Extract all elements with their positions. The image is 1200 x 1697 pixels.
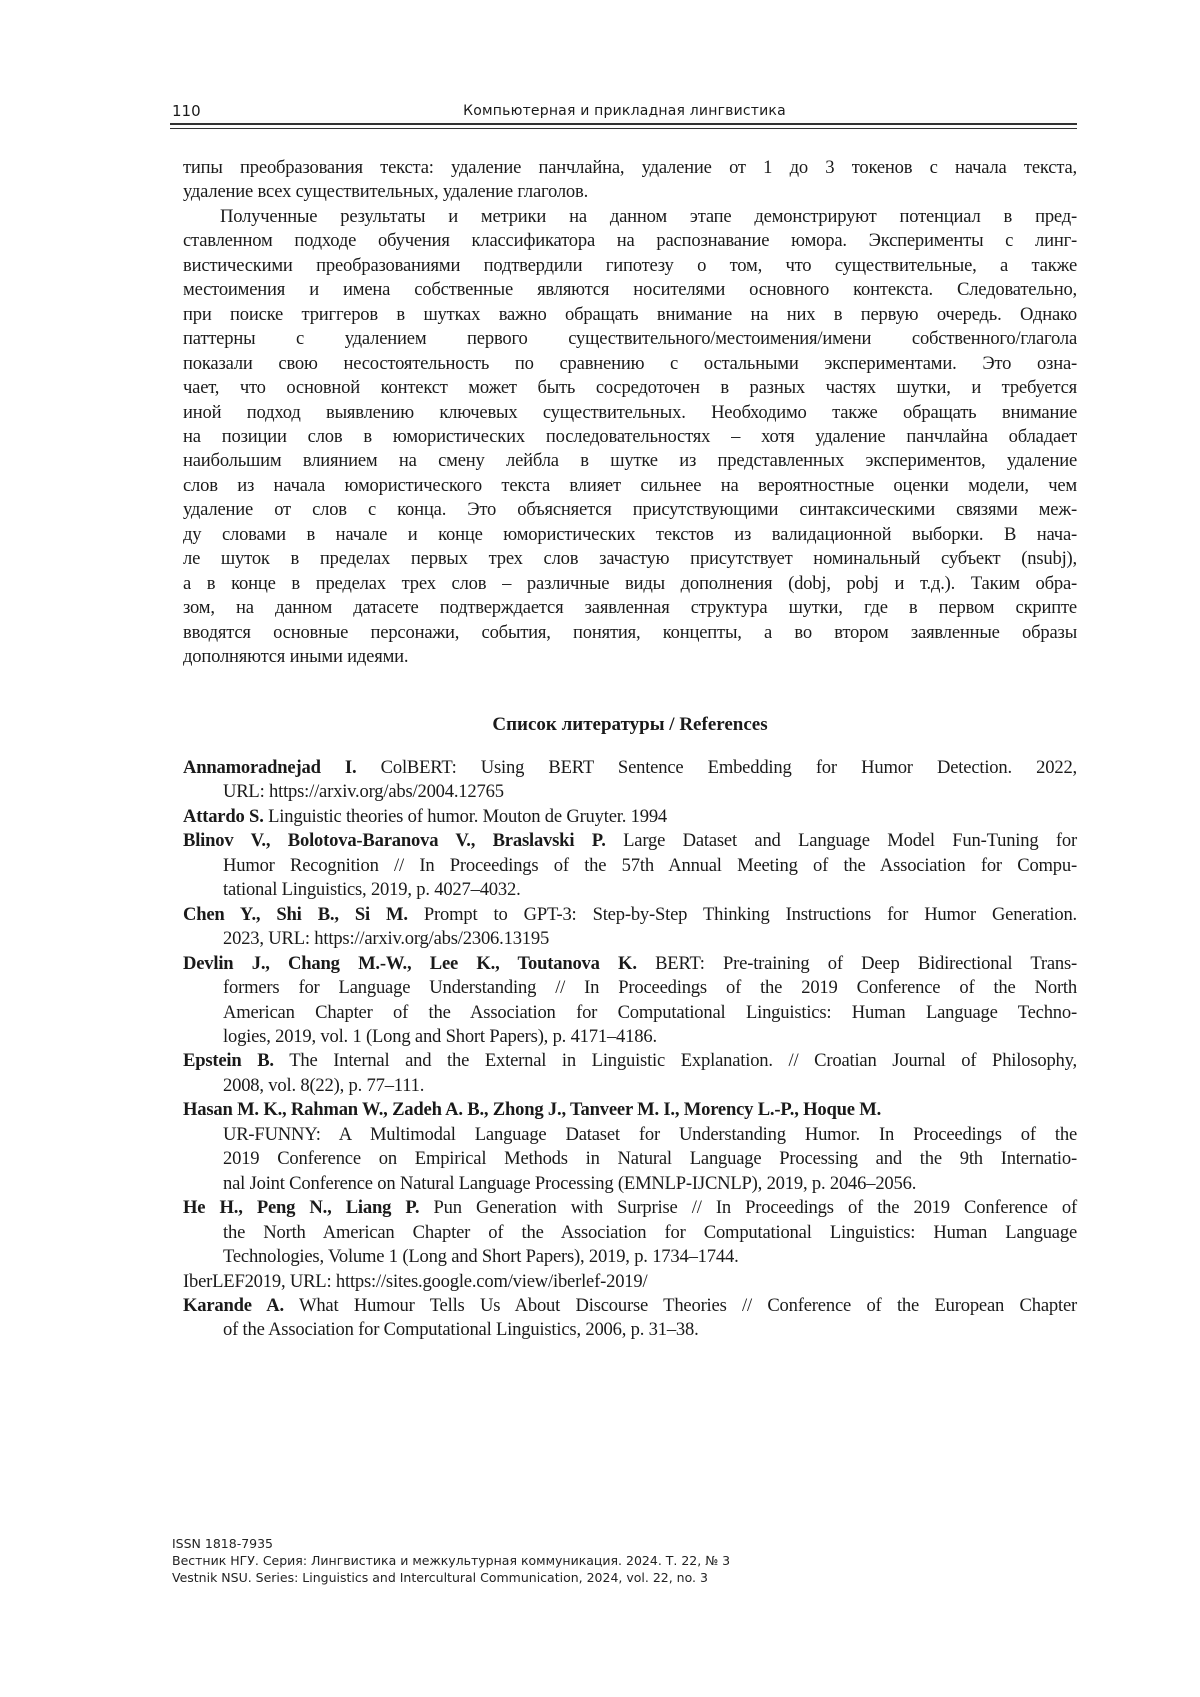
footer-journal-ru: Вестник НГУ. Серия: Лингвистика и межкультурная коммуникация. 2024. Т. 22, № 3: [172, 1552, 730, 1569]
page-number: 110: [172, 102, 201, 120]
reference-text: UR-FUNNY: A Multimodal Language Dataset for Understanding Humor. In Proceedings of the: [223, 1124, 1077, 1145]
reference-line: [183, 1196, 1077, 1220]
reference-text: The Internal and the External in Linguistic Explanation. // Croatian Journal of Philosophy,: [289, 1050, 1077, 1071]
reference-line: [183, 1221, 1077, 1245]
text-line: удаление от слов с конца. Это объясняется присутствующими синтаксическими связями меж-: [183, 498, 1077, 522]
reference-text: Humor Recognition // In Proceedings of the 57th Annual Meeting of the Association for Compu-: [223, 855, 1077, 876]
reference-line: [183, 1294, 1077, 1318]
reference-text: URL: https://arxiv.org/abs/2004.12765: [223, 781, 504, 802]
reference-text: of the Association for Computational Linguistics, 2006, p. 31–38.: [223, 1319, 699, 1340]
reference-authors: Karande A.: [183, 1295, 284, 1316]
reference-text: formers for Language Understanding // In Proceedings of the 2019 Conference of the North: [223, 977, 1077, 998]
reference-item: [183, 1098, 1077, 1196]
footer: [172, 1535, 730, 1586]
reference-text: BERT: Pre-training of Deep Bidirectional Trans-: [655, 953, 1077, 974]
header-rule: [170, 123, 1077, 125]
text-line: ле шуток в пределах первых трех слов зачастую присутствует номинальный субъект (nsubj),: [183, 547, 1077, 571]
reference-text: tational Linguistics, 2019, p. 4027–4032.: [223, 879, 521, 900]
text-line: вистическими преобразованиями подтвердили гипотезу о том, что существительные, а также: [183, 254, 1077, 278]
reference-text: Linguistic theories of humor. Mouton de Gruyter. 1994: [268, 806, 667, 827]
reference-text: What Humour Tells Us About Discourse Theories // Conference of the European Chapter: [299, 1295, 1077, 1316]
reference-line: [183, 1074, 1077, 1098]
reference-authors: Blinov V., Bolotova-Baranova V., Braslavski P.: [183, 830, 606, 851]
text-line: удаление всех существительных, удаление глаголов.: [183, 180, 1077, 204]
text-line: показали свою несостоятельность по сравнению с остальными экспериментами. Это озна-: [183, 352, 1077, 376]
reference-line: [183, 829, 1077, 853]
text-line: Полученные результаты и метрики на данном этапе демонстрируют потенциал в пред-: [183, 205, 1077, 229]
reference-item: [183, 829, 1077, 902]
reference-line: [183, 927, 1077, 951]
references-heading: Список литературы / References: [183, 714, 1077, 736]
reference-text: ColBERT: Using BERT Sentence Embedding for Humor Detection. 2022,: [381, 757, 1077, 778]
reference-text: American Chapter of the Association for Computational Linguistics: Human Language Techno-: [223, 1002, 1077, 1023]
text-line: наибольшим влиянием на смену лейбла в шутке из представленных экспериментов, удаление: [183, 449, 1077, 473]
reference-line: [183, 1172, 1077, 1196]
reference-line: [183, 805, 1077, 829]
reference-line: [183, 1098, 1077, 1122]
text-line: типы преобразования текста: удаление панчлайна, удаление от 1 до 3 токенов с начала текста,: [183, 156, 1077, 180]
text-line: на позиции слов в юмористических последовательностях – хотя удаление панчлайна обладает: [183, 425, 1077, 449]
reference-text: the North American Chapter of the Association for Computational Linguistics: Human Language: [223, 1222, 1077, 1243]
text-line: дополняются иными идеями.: [183, 645, 1077, 669]
reference-text: Large Dataset and Language Model Fun-Tuning for: [623, 830, 1077, 851]
references-list: [183, 756, 1077, 1343]
text-line: ставленном подходе обучения классификатора на распознавание юмора. Эксперименты с линг-: [183, 229, 1077, 253]
reference-line: [183, 1318, 1077, 1342]
reference-authors: Epstein B.: [183, 1050, 274, 1071]
reference-item: [183, 1049, 1077, 1098]
reference-authors: He H., Peng N., Liang P.: [183, 1197, 419, 1218]
header-rule-thin: [170, 128, 1077, 129]
text-line: местоимения и имена собственные являются носителями основного контекста. Следовательно,: [183, 278, 1077, 302]
reference-text: Prompt to GPT-3: Step-by-Step Thinking Instructions for Humor Generation.: [424, 904, 1077, 925]
reference-line: [183, 952, 1077, 976]
footer-journal-en: Vestnik NSU. Series: Linguistics and Intercultural Communication, 2024, vol. 22, no. 3: [172, 1569, 730, 1586]
reference-line: [183, 1001, 1077, 1025]
text-line: паттерны с удалением первого существительного/местоимения/имени собственного/глагола: [183, 327, 1077, 351]
reference-line: [183, 976, 1077, 1000]
reference-text: 2019 Conference on Empirical Methods in Natural Language Processing and the 9th Internatio-: [223, 1148, 1077, 1169]
text-line: ду словами в начале и конце юмористических текстов из валидационной выборки. В нача-: [183, 523, 1077, 547]
footer-issn: ISSN 1818-7935: [172, 1535, 730, 1552]
reference-line: [183, 756, 1077, 780]
reference-text: Technologies, Volume 1 (Long and Short Papers), 2019, p. 1734–1744.: [223, 1246, 739, 1267]
reference-line: [183, 1123, 1077, 1147]
reference-item: [183, 1270, 1077, 1294]
text-line: вводятся основные персонажи, события, понятия, концепты, а во втором заявленные образы: [183, 621, 1077, 645]
reference-authors: Devlin J., Chang M.-W., Lee K., Toutanova K.: [183, 953, 637, 974]
reference-item: [183, 952, 1077, 1050]
reference-text: Pun Generation with Surprise // In Proceedings of the 2019 Conference of: [433, 1197, 1077, 1218]
reference-authors: Hasan M. K., Rahman W., Zadeh A. B., Zhong J., Tanveer M. I., Morency L.-P., Hoque M.: [183, 1099, 881, 1120]
reference-item: [183, 756, 1077, 805]
reference-text: IberLEF2019, URL: https://sites.google.com/view/iberlef-2019/: [183, 1271, 647, 1292]
text-line: иной подход выявлению ключевых существительных. Необходимо также обращать внимание: [183, 401, 1077, 425]
reference-item: [183, 903, 1077, 952]
reference-authors: Annamoradnejad I.: [183, 757, 356, 778]
reference-line: [183, 1245, 1077, 1269]
reference-item: [183, 805, 1077, 829]
reference-text: 2023, URL: https://arxiv.org/abs/2306.13195: [223, 928, 549, 949]
reference-item: [183, 1294, 1077, 1343]
reference-line: [183, 1147, 1077, 1171]
text-line: чает, что основной контекст может быть сосредоточен в разных частях шутки, и требуется: [183, 376, 1077, 400]
reference-text: logies, 2019, vol. 1 (Long and Short Papers), p. 4171–4186.: [223, 1026, 657, 1047]
running-header: [172, 102, 1077, 124]
text-line: а в конце в пределах трех слов – различные виды дополнения (dobj, pobj и т.д.). Таким обра-: [183, 572, 1077, 596]
section-title: Компьютерная и прикладная лингвистика: [172, 103, 1077, 119]
reference-authors: Attardo S.: [183, 806, 264, 827]
text-line: зом, на данном датасете подтверждается заявленная структура шутки, где в первом скрипте: [183, 596, 1077, 620]
paragraph: [183, 205, 1077, 670]
text-line: слов из начала юмористического текста влияет сильнее на вероятностные оценки модели, чем: [183, 474, 1077, 498]
text-line: при поиске триггеров в шутках важно обращать внимание на них в первую очередь. Однако: [183, 303, 1077, 327]
reference-text: 2008, vol. 8(22), p. 77–111.: [223, 1075, 424, 1096]
reference-line: [183, 1025, 1077, 1049]
reference-line: [183, 1049, 1077, 1073]
reference-line: [183, 1270, 1077, 1294]
reference-line: [183, 854, 1077, 878]
reference-line: [183, 780, 1077, 804]
reference-line: [183, 903, 1077, 927]
reference-line: [183, 878, 1077, 902]
body-text: [183, 156, 1077, 670]
reference-item: [183, 1196, 1077, 1269]
reference-text: nal Joint Conference on Natural Language Processing (EMNLP-IJCNLP), 2019, p. 2046–2056.: [223, 1173, 916, 1194]
reference-authors: Chen Y., Shi B., Si M.: [183, 904, 408, 925]
paragraph: [183, 156, 1077, 205]
